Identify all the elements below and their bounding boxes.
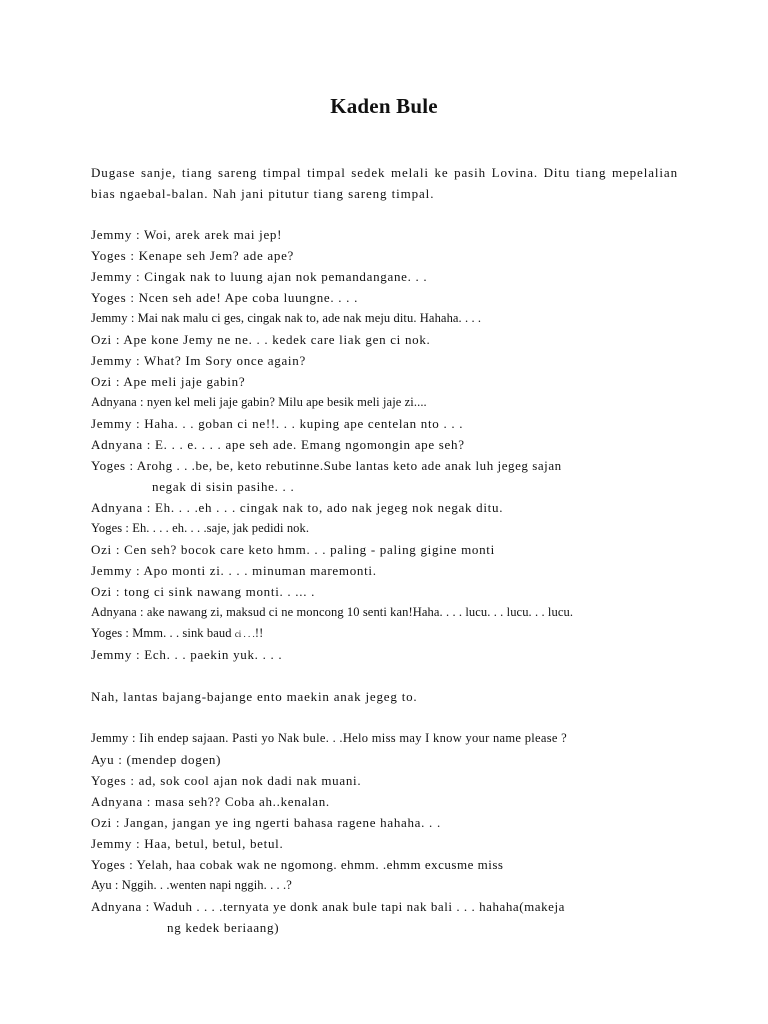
dialogue-line: Yoges : ad, sok cool ajan nok dadi nak muani. [91, 773, 362, 788]
dialogue-line: Yoges : Eh. . . . eh. . . .saje, jak pedidi nok. [91, 521, 310, 535]
dialogue-line: Adnyana : nyen kel meli jaje gabin? Milu ape besik meli jaje zi.... [91, 395, 427, 409]
dialogue-line: Yoges : Arohg . . .be, be, keto rebutinne.Sube lantas keto ade anak luh jegeg sajan [91, 458, 562, 473]
dialogue-line: Adnyana : Eh. . . .eh . . . cingak nak to, ado nak jegeg nok negak ditu. [91, 500, 504, 515]
dialogue-block [91, 224, 681, 938]
dialogue-line: Yoges : Yelah, haa cobak wak ne ngomong. ehmm. .ehmm excusme miss [91, 857, 504, 872]
intro-paragraph: Dugase sanje, tiang sareng timpal timpal sedek melali ke pasih Lovina. Ditu tiang mepelalian bias ngaebal-balan. Nah jani pitutur tiang sareng timpal. [91, 165, 678, 201]
blank-line [91, 707, 681, 728]
dialogue-line-continuation: negak di sisin pasihe. . . [152, 479, 295, 494]
dialogue-text: Yoges : Mmm. . . sink baud [91, 626, 235, 640]
dialogue-line: Jemmy : Ech. . . paekin yuk. . . . [91, 647, 283, 662]
dialogue-line: Adnyana : Waduh . . . .ternyata ye donk anak bule tapi nak bali . . . hahaha(makeja [91, 899, 565, 914]
dialogue-line: Ayu : Nggih. . .wenten napi nggih. . . .? [91, 878, 292, 892]
dialogue-line: Jemmy : Cingak nak to luung ajan nok pemandangane. . . [91, 269, 428, 284]
dialogue-line: Jemmy : What? Im Sory once again? [91, 353, 306, 368]
dialogue-line: Yoges : Ncen seh ade! Ape coba luungne. . . . [91, 290, 359, 305]
dialogue-line: Jemmy : Haa, betul, betul, betul. [91, 836, 284, 851]
dialogue-line: Jemmy : Mai nak malu ci ges, cingak nak to, ade nak meju ditu. Hahaha. . . . [91, 311, 482, 325]
dialogue-line: Ozi : tong ci sink nawang monti. . ... . [91, 584, 316, 599]
dialogue-line: Ozi : Ape meli jaje gabin? [91, 374, 246, 389]
document-title: Kaden Bule [330, 94, 438, 118]
dialogue-line: Ozi : Ape kone Jemy ne ne. . . kedek care liak gen ci nok. [91, 332, 431, 347]
dialogue-text-end: !! [254, 626, 264, 640]
dialogue-line: Jemmy : Haha. . . goban ci ne!!. . . kuping ape centelan nto . . . [91, 416, 464, 431]
dialogue-line: Adnyana : ake nawang zi, maksud ci ne moncong 10 senti kan!Haha. . . . lucu. . . lucu. . . lucu. [91, 605, 574, 619]
small-text: ci . . . [234, 629, 255, 639]
dialogue-line: Ozi : Jangan, jangan ye ing ngerti bahasa ragene hahaha. . . [91, 815, 441, 830]
dialogue-line-continuation: ng kedek beriaang) [167, 920, 280, 935]
blank-line [91, 665, 681, 686]
dialogue-line: Adnyana : E. . . e. . . . ape seh ade. Emang ngomongin ape seh? [91, 437, 465, 452]
dialogue-line: Jemmy : Iih endep sajaan. Pasti yo Nak bule. . .Helo miss may I know your name please ? [91, 731, 567, 745]
dialogue-line: Ayu : (mendep dogen) [91, 752, 222, 767]
dialogue-line [91, 623, 681, 644]
narration-line: Nah, lantas bajang-bajange ento maekin anak jegeg to. [91, 689, 418, 704]
dialogue-line: Yoges : Kenape seh Jem? ade ape? [91, 248, 295, 263]
dialogue-line: Ozi : Cen seh? bocok care keto hmm. . . paling - paling gigine monti [91, 542, 495, 557]
dialogue-line: Adnyana : masa seh?? Coba ah..kenalan. [91, 794, 330, 809]
dialogue-line: Jemmy : Woi, arek arek mai jep! [91, 227, 283, 242]
dialogue-line: Jemmy : Apo monti zi. . . . minuman maremonti. [91, 563, 377, 578]
